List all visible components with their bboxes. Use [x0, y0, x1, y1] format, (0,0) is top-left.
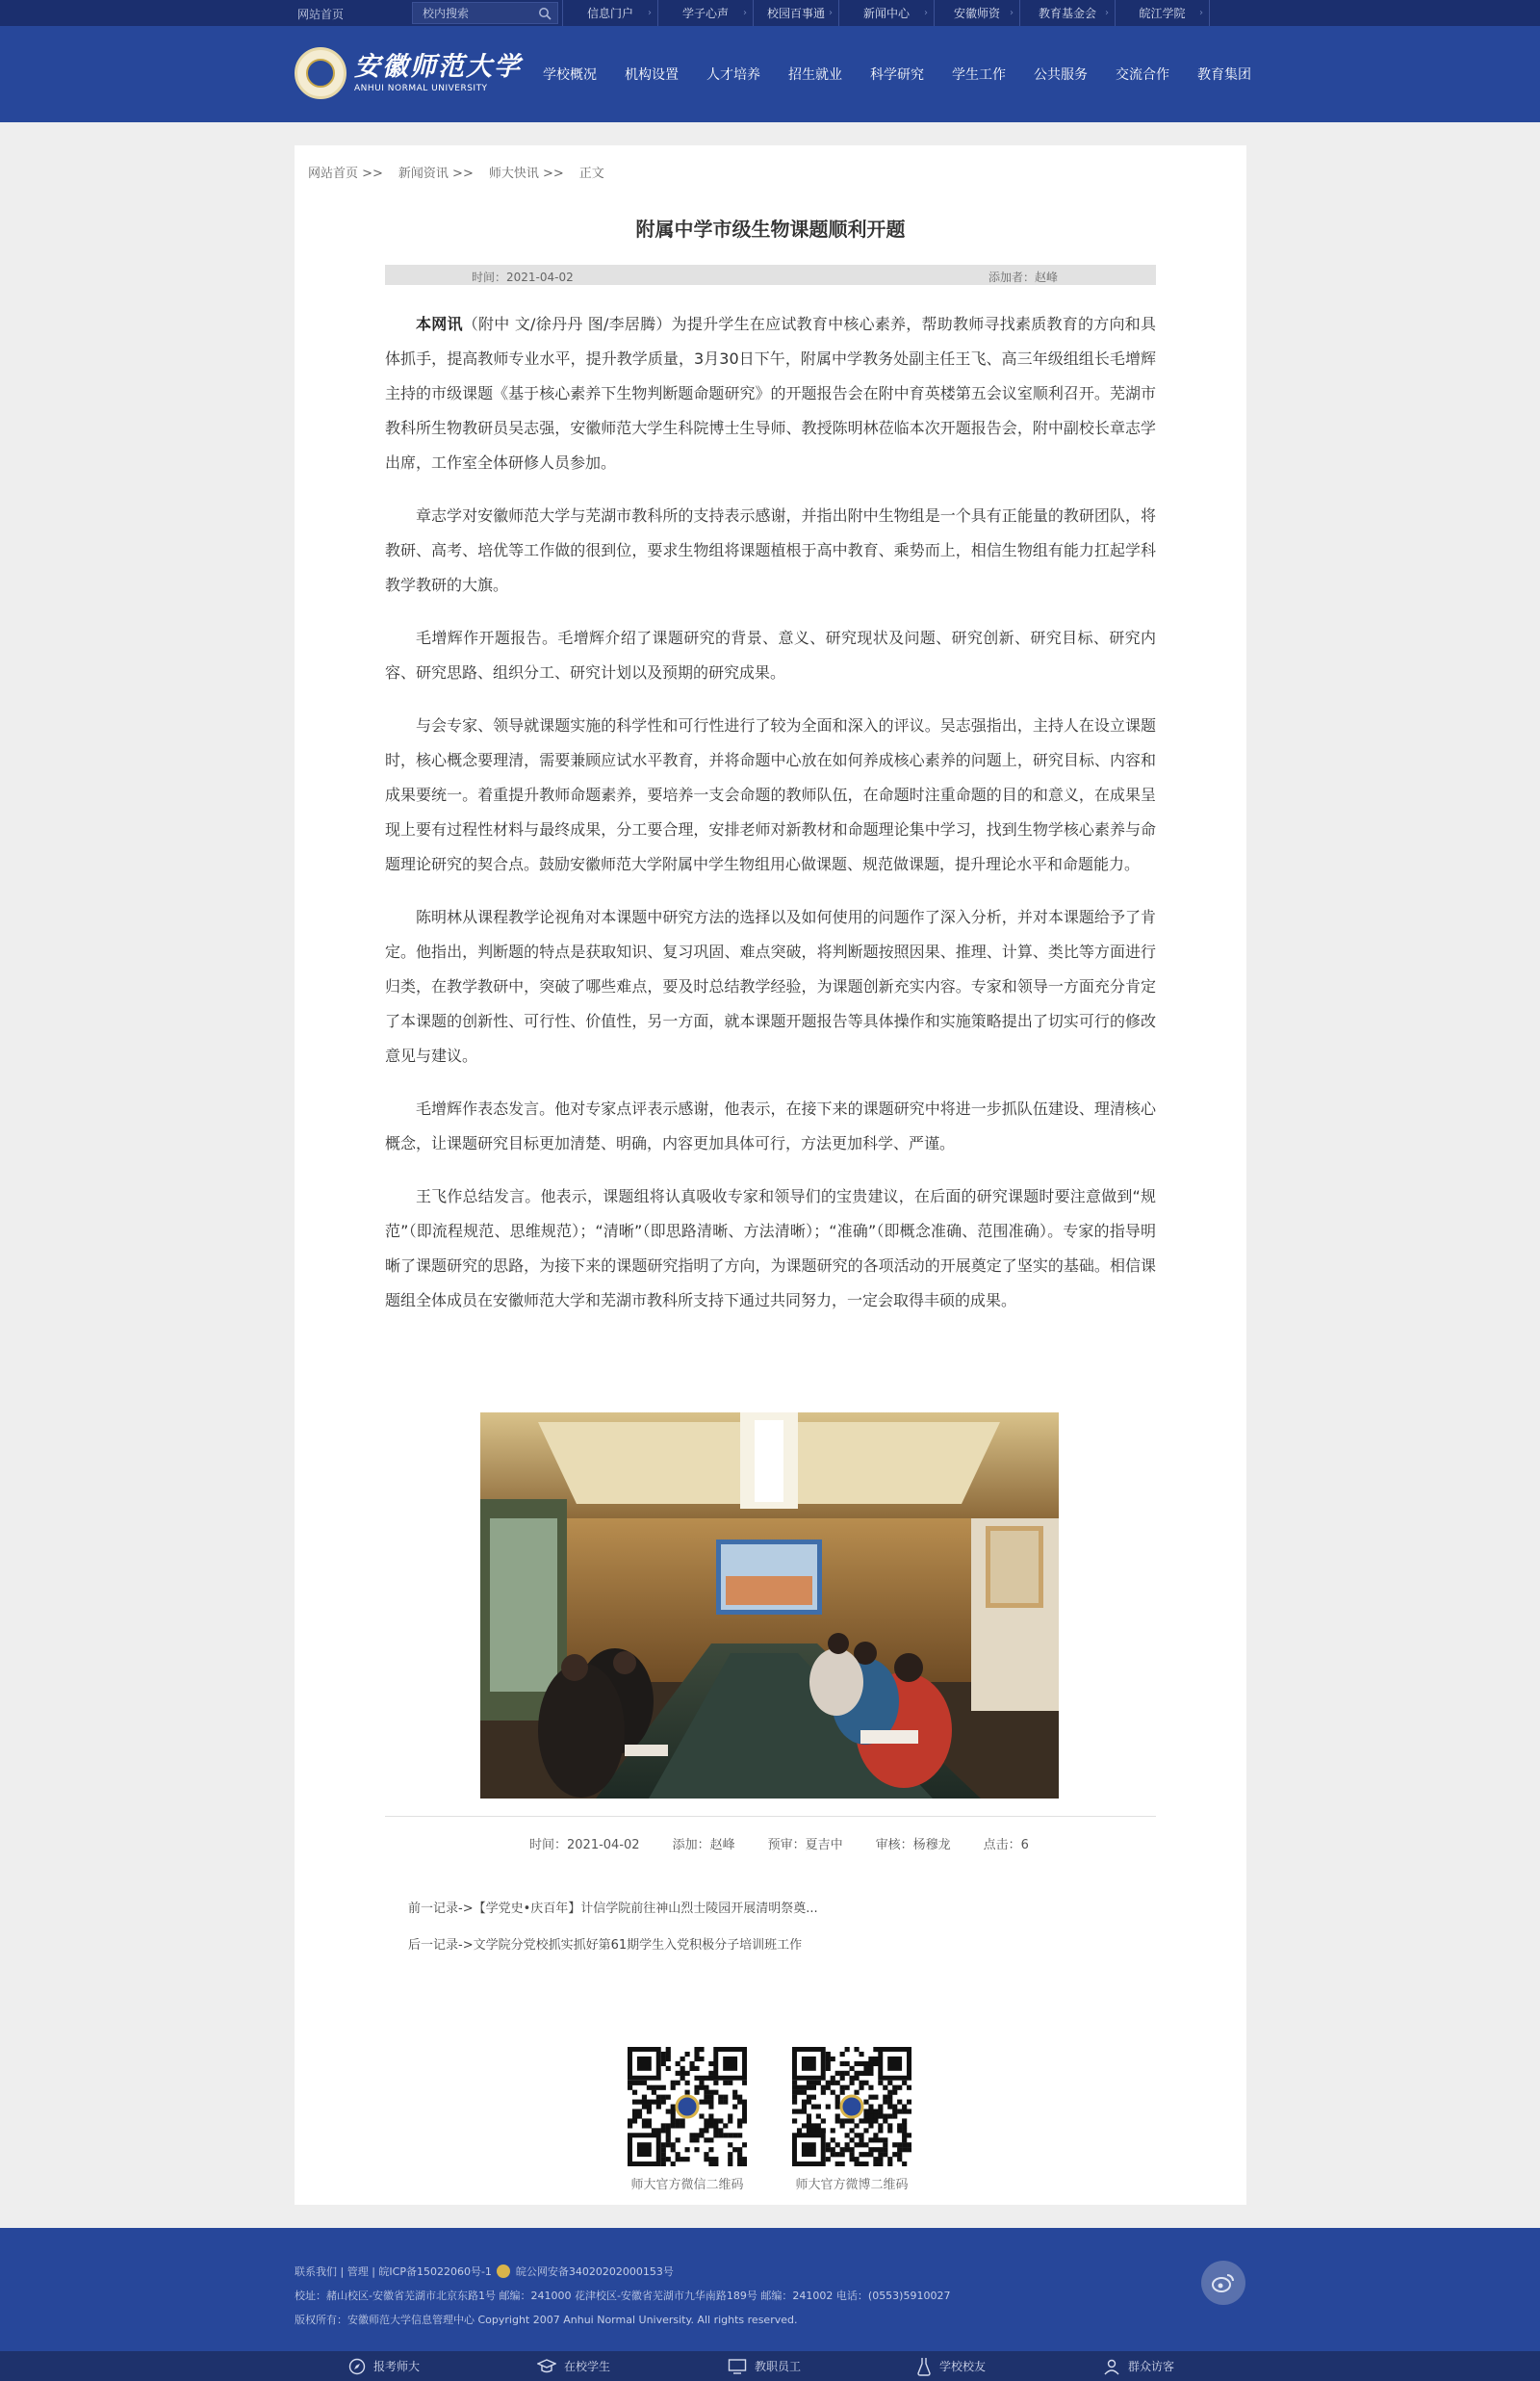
chevron-right-icon: › [829, 8, 833, 18]
weibo-qr-code [792, 2047, 911, 2166]
search-placeholder: 校内搜索 [423, 7, 470, 20]
graduation-cap-icon [537, 2358, 556, 2375]
footer-preview: 预审：夏吉中 [767, 1838, 843, 1852]
university-seal-icon [295, 47, 346, 99]
chevron-right-icon: › [1105, 8, 1109, 18]
article-body [385, 307, 1156, 1336]
article-title: 附属中学市级生物课题顺利开题 [635, 218, 906, 241]
nav-item-student-affairs[interactable]: 学生工作 [952, 67, 1006, 83]
chevron-right-icon: › [1010, 8, 1014, 18]
quick-link-portal[interactable]: 信息门户 › [562, 0, 657, 26]
quick-link-news-center[interactable]: 新闻中心 › [838, 0, 934, 26]
footer-line-contact: 联系我们 | 管理 | 皖ICP备15022060号-1 皖公网安备34020202000153号 [295, 2265, 674, 2278]
article-meta-bar [385, 265, 1156, 285]
site-footer [0, 2228, 1540, 2351]
breadcrumb-express[interactable]: 师大快讯 >> [488, 167, 564, 181]
paragraph: 本网讯（附中 文/徐丹丹 图/李居腾）为提升学生在应试教育中核心素养，帮助教师寻找素质教育的方向和具体抓手，提高教师专业水平，提升教学质量，3月30日下午，附属中学教务处副主任王飞、高三年级组组长毛增辉主持的市级课题《基于核心素养下生物判断题命题研究》的开题报告会在附中育英楼第五会议室顺利召开。芜湖市教科所生物教研员吴志强，安徽师范大学生科院博士生导师、教授陈明林莅临本次开题报告会，附中副校长章志学出席，工作室全体研修人员参加。 [385, 315, 1156, 472]
site-search-box[interactable] [412, 2, 558, 24]
wechat-qr-code [628, 2047, 747, 2166]
article-footer-meta [529, 1834, 1062, 1852]
top-utility-bar [0, 0, 1540, 26]
article-time: 时间：2021-04-02 [472, 271, 574, 284]
quick-link-wanjiang[interactable]: 皖江学院 › [1115, 0, 1210, 26]
prev-article-link[interactable]: 前一记录->【学党史•庆百年】计信学院前往神山烈士陵园开展清明祭奠... [408, 1902, 818, 1916]
paragraph: 毛增辉作开题报告。毛增辉介绍了课题研究的背景、意义、研究现状及问题、研究创新、研究目标、研究内容、研究思路、组织分工、研究计划以及预期的研究成果。 [385, 629, 1156, 682]
paragraph: 陈明林从课程教学论视角对本课题中研究方法的选择以及如何使用的问题作了深入分析，并对本课题给予了肯定。他指出，判断题的特点是获取知识、复习巩固、难点突破，将判断题按照因果、推理、计算、类比等方面进行归类，在教学教研中，突破了哪些难点，要及时总结教学经验，为课题创新充实内容。专家和领导一方面充分肯定了本课题的创新性、可行性、价值性，另一方面，就本课题开题报告等具体操作和实施策略提出了切实可行的修改意见与建议。 [385, 908, 1156, 1065]
weibo-icon[interactable] [1201, 2261, 1245, 2305]
meeting-photo [480, 1412, 1059, 1799]
site-header [0, 26, 1540, 122]
article-card [295, 145, 1246, 2205]
nav-item-research[interactable]: 科学研究 [870, 67, 924, 83]
footer-clicks: 点击：6 [983, 1838, 1029, 1852]
quick-link-campus-guide[interactable]: 校园百事通 › [753, 0, 838, 26]
search-icon[interactable] [538, 7, 552, 20]
wechat-qr-caption: 师大官方微信二维码 [630, 2178, 744, 2192]
compass-icon [348, 2358, 366, 2375]
logo-chinese-name: 安徽师范大学 [354, 52, 522, 82]
paragraph: 王飞作总结发言。他表示，课题组将认真吸收专家和领导们的宝贵建议，在后面的研究课题时要注意做到“规范”（即流程规范、思维规范）；“清晰”（即思路清晰、方法清晰）；“准确”（即概念准确、范围准确）。专家的指导明晰了课题研究的思路，为接下来的课题研究指明了方向，为课题研究的各项活动的开展奠定了坚实的基础。相信课题组全体成员在安徽师范大学和芜湖市教科所支持下通过共同努力，一定会取得丰硕的成果。 [385, 1187, 1156, 1309]
paragraph: 毛增辉作表态发言。他对专家点评表示感谢，他表示，在接下来的课题研究中将进一步抓队伍建设、理清核心概念，让课题研究目标更加清楚、明确，内容更加具体可行，方法更加科学、严谨。 [385, 1100, 1156, 1152]
next-article-link[interactable]: 后一记录->文学院分党校抓实抓好第61期学生入党积极分子培训班工作 [408, 1938, 803, 1953]
main-nav [543, 26, 1279, 122]
divider [385, 1816, 1156, 1817]
breadcrumb [308, 163, 620, 181]
flask-icon [916, 2357, 932, 2376]
wechat-qr-block [628, 2047, 747, 2192]
nav-item-cooperation[interactable]: 交流合作 [1116, 67, 1169, 83]
nav-item-public-services[interactable]: 公共服务 [1034, 67, 1088, 83]
paragraph: 与会专家、领导就课题实施的科学性和可行性进行了较为全面和深入的评议。吴志强指出，主持人在设立课题时，核心概念要理清，需要兼顾应试水平教育，并将命题中心放在如何养成核心素养的问题上，研究目标、内容和成果要统一。着重提升教师命题素养，要培养一支会命题的教师队伍，在命题时注重命题的目的和意义，在成果呈现上要有过程性材料与最终成果，分工要合理，安排老师对新教材和命题理论集中学习，找到生物学核心素养与命题理论研究的契合点。鼓励安徽师范大学附属中学生物组用心做课题、规范做课题，提升理论水平和命题能力。 [385, 716, 1156, 873]
footer-line-address: 校址：赭山校区-安徽省芜湖市北京东路1号 邮编：241000 花津校区-安徽省芜湖市九华南路189号 邮编：241002 电话：(0553)5910027 [295, 2290, 951, 2302]
breadcrumb-home[interactable]: 网站首页 >> [308, 167, 383, 181]
quick-links [562, 0, 1210, 26]
breadcrumb-news[interactable]: 新闻资讯 >> [398, 167, 474, 181]
paragraph: 章志学对安徽师范大学与芜湖市教科所的支持表示感谢，并指出附中生物组是一个具有正能量的教研团队，将教研、高考、培优等工作做的很到位，要求生物组将课题植根于高中教育、乘势而上，相信生物组有能力扛起学科教学教研的大旗。 [385, 506, 1156, 594]
audience-visitors[interactable]: 群众访客 [1103, 2351, 1174, 2381]
logo-english-name: ANHUI NORMAL UNIVERSITY [354, 84, 488, 93]
chevron-right-icon: › [648, 8, 652, 18]
footer-line-copyright: 版权所有：安徽师范大学信息管理中心 Copyright 2007 Anhui Normal University. All rights reserved. [295, 2314, 798, 2326]
article-author: 添加者：赵峰 [988, 271, 1059, 284]
monitor-icon [728, 2358, 747, 2375]
police-emblem-icon [497, 2265, 510, 2278]
nav-item-about[interactable]: 学校概况 [543, 67, 597, 83]
breadcrumb-current: 正文 [578, 167, 604, 181]
user-icon [1103, 2358, 1120, 2375]
audience-students[interactable]: 在校学生 [537, 2351, 610, 2381]
nav-item-education[interactable]: 人才培养 [706, 67, 760, 83]
chevron-right-icon: › [1199, 8, 1203, 18]
footer-added: 添加：赵峰 [672, 1838, 735, 1852]
audience-applicants[interactable]: 报考师大 [348, 2351, 420, 2381]
university-logo[interactable] [295, 47, 522, 99]
nav-item-organization[interactable]: 机构设置 [625, 67, 679, 83]
weibo-qr-caption: 师大官方微博二维码 [795, 2178, 909, 2192]
nav-item-edu-group[interactable]: 教育集团 [1197, 67, 1251, 83]
site-home-link[interactable]: 网站首页 [297, 8, 345, 21]
chevron-right-icon: › [743, 8, 747, 18]
lead-label: 本网讯 [416, 315, 463, 333]
footer-time: 时间：2021-04-02 [529, 1838, 640, 1852]
weibo-qr-block [792, 2047, 911, 2192]
chevron-right-icon: › [924, 8, 928, 18]
quick-link-student-voice[interactable]: 学子心声 › [657, 0, 753, 26]
quick-link-foundation[interactable]: 教育基金会 › [1019, 0, 1115, 26]
nav-item-admissions[interactable]: 招生就业 [788, 67, 842, 83]
audience-staff[interactable]: 教职员工 [728, 2351, 801, 2381]
audience-bar [0, 2351, 1540, 2381]
quick-link-faculty[interactable]: 安徽师资 › [934, 0, 1019, 26]
footer-review: 审核：杨穆龙 [875, 1838, 951, 1852]
audience-alumni[interactable]: 学校校友 [916, 2351, 986, 2381]
